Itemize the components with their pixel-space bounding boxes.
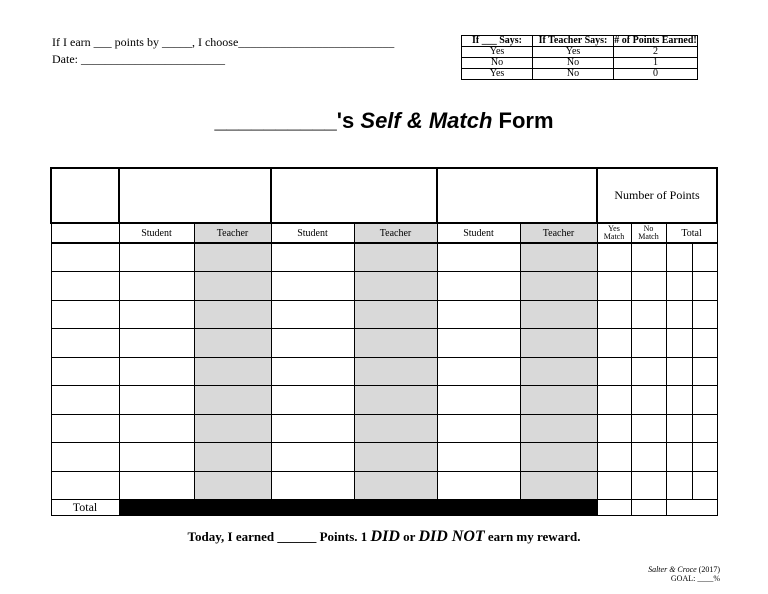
entry-cell[interactable]	[631, 443, 666, 472]
rules-row	[462, 47, 698, 58]
entry-cell[interactable]	[631, 386, 666, 415]
entry-cell[interactable]	[271, 471, 354, 500]
rules-cell: No	[462, 58, 533, 69]
row-label-cell	[51, 300, 119, 329]
sub-header: Student	[119, 223, 194, 243]
entry-cell[interactable]	[437, 443, 520, 472]
period-cell	[119, 168, 271, 223]
entry-cell[interactable]	[119, 357, 194, 386]
entry-cell[interactable]	[666, 471, 692, 500]
entry-cell[interactable]	[271, 386, 354, 415]
entry-cell[interactable]	[631, 329, 666, 358]
sub-header-row	[51, 223, 717, 243]
no-label: No	[643, 224, 654, 233]
row-label-cell	[51, 272, 119, 301]
entry-cell[interactable]	[271, 243, 354, 272]
entry-cell[interactable]	[271, 272, 354, 301]
rules-cell: 0	[614, 69, 698, 80]
entry-cell[interactable]	[354, 300, 437, 329]
entry-cell[interactable]	[666, 272, 692, 301]
rules-header: If Teacher Says:	[533, 36, 614, 47]
entry-cell[interactable]	[597, 272, 631, 301]
entry-cell[interactable]	[437, 414, 520, 443]
entry-cell[interactable]	[271, 300, 354, 329]
entry-cell[interactable]	[631, 414, 666, 443]
entry-cell[interactable]	[692, 443, 717, 472]
rules-cell: Yes	[462, 69, 533, 80]
entry-cell[interactable]	[437, 357, 520, 386]
blackout-cell	[119, 500, 597, 516]
entry-cell[interactable]	[437, 300, 520, 329]
entry-cell[interactable]	[520, 329, 597, 358]
entry-cell[interactable]	[666, 414, 692, 443]
entry-cell[interactable]	[271, 414, 354, 443]
entry-cell[interactable]	[437, 272, 520, 301]
entry-cell[interactable]	[520, 357, 597, 386]
number-of-points-header: Number of Points	[597, 168, 717, 223]
match-label: Match	[638, 232, 659, 241]
goal-line: GOAL: ____%	[670, 574, 720, 583]
entry-cell[interactable]	[631, 357, 666, 386]
row-label-cell	[51, 443, 119, 472]
or-label: or	[399, 529, 419, 544]
entry-cell[interactable]	[692, 243, 717, 272]
footer-statement	[0, 528, 768, 546]
entry-cell[interactable]	[597, 386, 631, 415]
entry-cell[interactable]	[520, 443, 597, 472]
credit-author: Salter & Croce	[648, 565, 697, 574]
entry-cell[interactable]	[666, 443, 692, 472]
title-italic: Self & Match	[360, 108, 493, 133]
entry-cell[interactable]	[271, 443, 354, 472]
entry-cell[interactable]	[437, 329, 520, 358]
entry-cell[interactable]	[692, 272, 717, 301]
entry-row	[51, 243, 717, 272]
entry-cell[interactable]	[119, 386, 194, 415]
rules-cell: 2	[614, 47, 698, 58]
entry-cell[interactable]	[354, 471, 437, 500]
no-match-header	[631, 223, 666, 243]
total-row	[51, 500, 717, 516]
entry-cell[interactable]	[119, 243, 194, 272]
entry-cell[interactable]	[354, 414, 437, 443]
period-cell	[437, 168, 597, 223]
title-rest: Form	[492, 108, 554, 133]
entry-cell[interactable]	[520, 414, 597, 443]
rules-header: If ___ Says:	[462, 36, 533, 47]
title-blank: __________	[214, 108, 337, 133]
entry-cell[interactable]	[666, 386, 692, 415]
total-cell[interactable]	[666, 500, 717, 516]
self-match-grid	[50, 167, 718, 516]
entry-row	[51, 471, 717, 500]
entry-cell[interactable]	[194, 329, 271, 358]
entry-cell[interactable]	[194, 243, 271, 272]
entry-cell[interactable]	[437, 243, 520, 272]
entry-cell[interactable]	[597, 471, 631, 500]
entry-cell[interactable]	[119, 443, 194, 472]
entry-cell[interactable]	[631, 471, 666, 500]
entry-cell[interactable]	[354, 443, 437, 472]
entry-cell[interactable]	[119, 272, 194, 301]
entry-cell[interactable]	[692, 300, 717, 329]
entry-row	[51, 329, 717, 358]
entry-cell[interactable]	[194, 357, 271, 386]
entry-cell[interactable]	[520, 471, 597, 500]
entry-cell[interactable]	[194, 471, 271, 500]
rules-cell: Yes	[462, 47, 533, 58]
entry-cell[interactable]	[119, 414, 194, 443]
credit-year: (2017)	[696, 565, 720, 574]
entry-cell[interactable]	[666, 357, 692, 386]
yes-match-header	[597, 223, 631, 243]
entry-row	[51, 357, 717, 386]
rules-header: # of Points Earned!	[614, 35, 697, 46]
sub-header: Teacher	[520, 223, 597, 243]
row-label-cell	[51, 414, 119, 443]
title-possessive: 's	[336, 108, 361, 133]
entry-cell[interactable]	[119, 471, 194, 500]
entry-cell[interactable]	[354, 386, 437, 415]
row-label-cell	[51, 357, 119, 386]
entry-row	[51, 272, 717, 301]
sub-header: Student	[437, 223, 520, 243]
entry-cell[interactable]	[194, 414, 271, 443]
entry-row	[51, 443, 717, 472]
row-label-cell	[51, 471, 119, 500]
label-cell	[51, 223, 119, 243]
entry-cell[interactable]	[194, 300, 271, 329]
entry-row	[51, 386, 717, 415]
entry-row	[51, 414, 717, 443]
entry-cell[interactable]	[692, 386, 717, 415]
rules-row	[462, 69, 698, 80]
did-not-label: DID NOT	[418, 528, 485, 545]
entry-row	[51, 300, 717, 329]
entry-cell[interactable]	[520, 300, 597, 329]
entry-cell[interactable]	[194, 443, 271, 472]
row-label-cell	[51, 329, 119, 358]
entry-cell[interactable]	[597, 357, 631, 386]
did-label: DID	[370, 528, 400, 545]
match-label: Match	[603, 232, 625, 241]
entry-cell[interactable]	[597, 329, 631, 358]
entry-cell[interactable]	[692, 471, 717, 500]
sub-header: Student	[271, 223, 354, 243]
entry-cell[interactable]	[354, 243, 437, 272]
footer-part1: Today, I earned ______ Points. 1	[187, 529, 371, 544]
yes-label: Yes	[608, 224, 620, 233]
earn-line: If I earn ___ points by _____, I choose__________________________	[52, 35, 395, 49]
row-label-cell	[51, 386, 119, 415]
entry-cell[interactable]	[119, 300, 194, 329]
entry-cell[interactable]	[437, 471, 520, 500]
rules-cell: No	[533, 58, 614, 69]
rules-cell: No	[533, 69, 614, 80]
entry-cell[interactable]	[631, 300, 666, 329]
rules-row	[462, 58, 698, 69]
entry-cell[interactable]	[597, 300, 631, 329]
footer-part2: earn my reward.	[484, 529, 581, 544]
form-title	[0, 108, 768, 134]
entry-cell[interactable]	[692, 329, 717, 358]
entry-cell[interactable]	[692, 357, 717, 386]
label-cell	[51, 168, 119, 223]
entry-cell[interactable]	[354, 357, 437, 386]
points-rules-table	[461, 35, 698, 80]
entry-cell[interactable]	[354, 272, 437, 301]
entry-cell[interactable]	[520, 272, 597, 301]
entry-cell[interactable]	[194, 386, 271, 415]
entry-cell[interactable]	[666, 243, 692, 272]
entry-cell[interactable]	[520, 386, 597, 415]
rules-cell: Yes	[533, 47, 614, 58]
entry-cell[interactable]	[437, 386, 520, 415]
date-line: Date: ________________________	[52, 52, 225, 66]
period-cell	[271, 168, 437, 223]
total-cell[interactable]	[597, 500, 631, 516]
entry-cell[interactable]	[597, 443, 631, 472]
sub-header: Teacher	[194, 223, 271, 243]
entry-cell[interactable]	[666, 300, 692, 329]
entry-cell[interactable]	[520, 243, 597, 272]
entry-cell[interactable]	[271, 329, 354, 358]
entry-cell[interactable]	[119, 329, 194, 358]
entry-cell[interactable]	[354, 329, 437, 358]
entry-cell[interactable]	[597, 414, 631, 443]
entry-cell[interactable]	[194, 272, 271, 301]
entry-cell[interactable]	[597, 243, 631, 272]
period-header-row	[51, 168, 717, 223]
total-row-label: Total	[51, 500, 119, 516]
credit	[648, 565, 720, 583]
entry-cell[interactable]	[631, 243, 666, 272]
entry-cell[interactable]	[631, 272, 666, 301]
entry-cell[interactable]	[666, 329, 692, 358]
entry-cell[interactable]	[692, 414, 717, 443]
entry-cell[interactable]	[271, 357, 354, 386]
row-label-cell	[51, 243, 119, 272]
total-header: Total	[666, 223, 717, 243]
total-cell[interactable]	[631, 500, 666, 516]
sub-header: Teacher	[354, 223, 437, 243]
rules-cell: 1	[614, 58, 698, 69]
